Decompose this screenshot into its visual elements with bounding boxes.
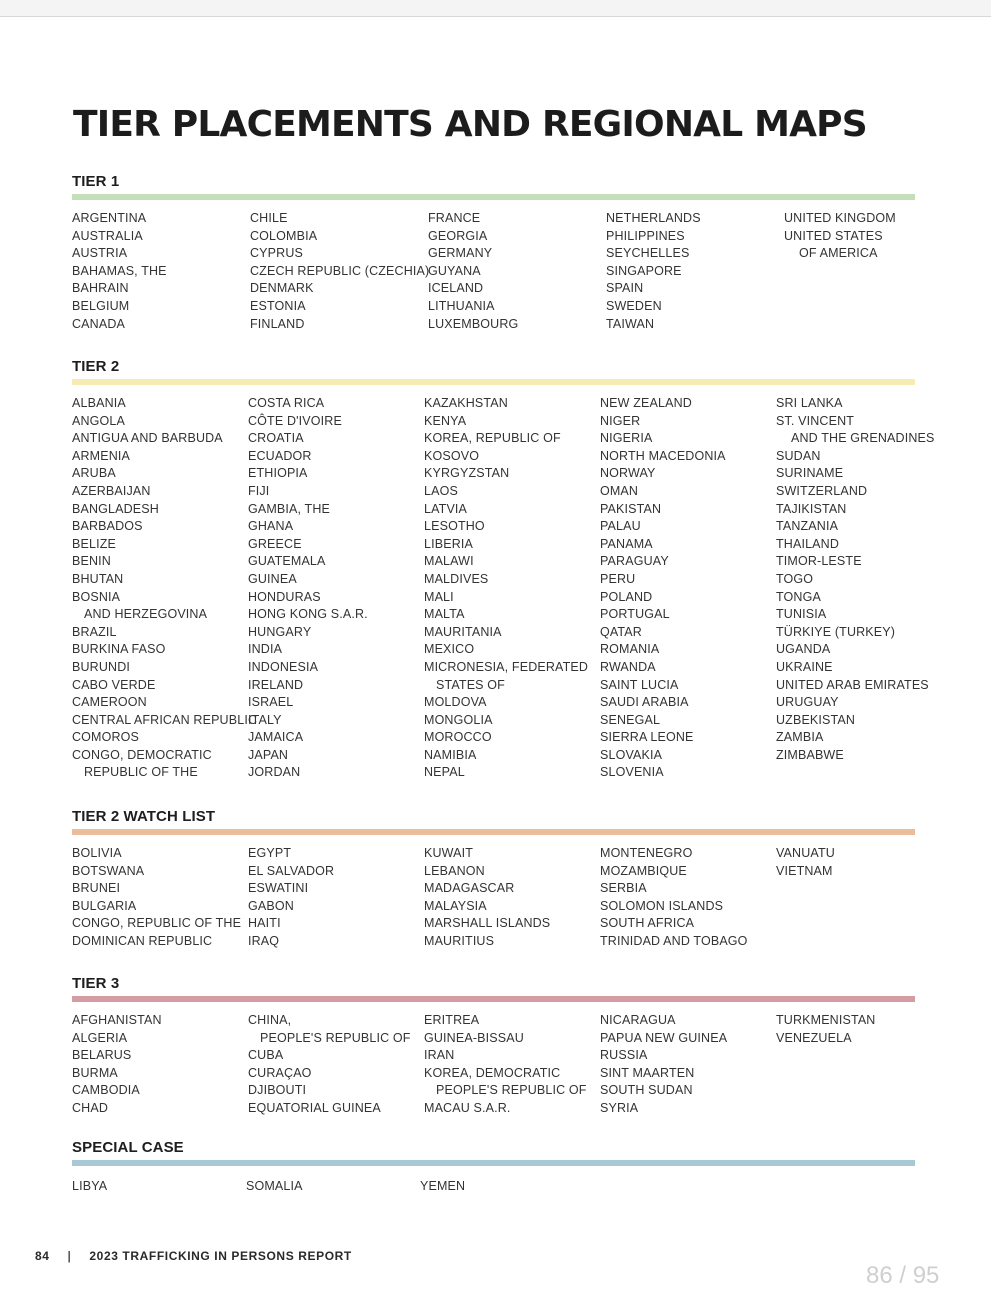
country-item: KYRGYZSTAN: [424, 466, 510, 481]
country-item: ETHIOPIA: [248, 466, 308, 481]
country-item: BELIZE: [72, 536, 116, 551]
country-item: UNITED STATES: [784, 228, 883, 243]
country-item: GUYANA: [428, 263, 481, 278]
country-item: UGANDA: [776, 642, 831, 657]
country-item: NICARAGUA: [600, 1013, 676, 1027]
country-item: VIETNAM: [776, 863, 833, 878]
tier1-heading: TIER 1: [72, 173, 120, 190]
country-item: BURKINA FASO: [72, 642, 166, 657]
country-item: MALAYSIA: [424, 898, 487, 913]
country-item: MALI: [424, 589, 454, 604]
watch-column-2: [248, 845, 334, 951]
country-item: CAMBODIA: [72, 1083, 140, 1098]
tier3-section: [72, 974, 915, 1118]
country-item: GUATEMALA: [248, 554, 326, 569]
country-item: IRAN: [424, 1048, 455, 1063]
country-item: GHANA: [248, 519, 294, 534]
country-item: MONGOLIA: [424, 712, 493, 727]
country-item: UZBEKISTAN: [776, 712, 856, 727]
country-item: MARSHALL ISLANDS: [424, 916, 551, 931]
country-item: GREECE: [248, 536, 302, 551]
country-item: TAIWAN: [606, 316, 655, 331]
country-item: TANZANIA: [776, 519, 839, 534]
country-item: PALAU: [600, 519, 641, 534]
country-item: ROMANIA: [600, 642, 660, 657]
country-item: SAUDI ARABIA: [600, 695, 689, 710]
country-item: TIMOR-LESTE: [776, 554, 862, 569]
country-item: POLAND: [600, 589, 653, 604]
country-item: MACAU S.A.R.: [424, 1100, 511, 1115]
country-item: REPUBLIC OF THE: [84, 765, 198, 780]
country-item: URUGUAY: [776, 695, 839, 710]
country-item: ALBANIA: [72, 396, 126, 410]
country-item: UKRAINE: [776, 659, 833, 674]
country-item: JAMAICA: [248, 730, 304, 745]
country-item: CUBA: [248, 1048, 284, 1063]
country-item: TUNISIA: [776, 607, 827, 622]
country-item: IRAQ: [248, 933, 280, 948]
country-item: SINT MAARTEN: [600, 1065, 695, 1080]
country-item: ESWATINI: [248, 881, 309, 896]
country-item: COLOMBIA: [250, 228, 318, 243]
country-item: PHILIPPINES: [606, 228, 685, 243]
country-item: MALTA: [424, 607, 465, 622]
country-item: BANGLADESH: [72, 501, 159, 516]
tier2-column-4: [600, 395, 726, 782]
country-item: ANTIGUA AND BARBUDA: [72, 431, 223, 446]
watch-list-country-list: [72, 835, 915, 951]
country-item: KUWAIT: [424, 846, 474, 860]
country-item: OF AMERICA: [799, 246, 878, 261]
footer-report-title: 2023 TRAFFICKING IN PERSONS REPORT: [89, 1249, 352, 1263]
country-item: SURINAME: [776, 466, 844, 481]
country-item: LAOS: [424, 483, 458, 498]
special-case-heading: SPECIAL CASE: [72, 1139, 184, 1156]
page-footer: [35, 1249, 352, 1263]
country-item: NAMIBIA: [424, 747, 477, 762]
country-item: BELARUS: [72, 1048, 132, 1063]
country-item: LEBANON: [424, 863, 485, 878]
country-item: KOREA, REPUBLIC OF: [424, 431, 561, 446]
tier3-column-3: [424, 1012, 587, 1118]
tier3-country-list: [72, 1002, 915, 1118]
country-item: ESTONIA: [250, 298, 306, 313]
country-item: GABON: [248, 898, 294, 913]
country-item: UNITED KINGDOM: [784, 211, 896, 225]
country-item: RWANDA: [600, 659, 656, 674]
country-item: ERITREA: [424, 1013, 480, 1027]
country-item: AND HERZEGOVINA: [84, 607, 208, 622]
country-item: STATES OF: [436, 677, 505, 692]
country-item: CHAD: [72, 1100, 109, 1115]
country-item: LIBYA: [72, 1179, 108, 1193]
country-item: CAMEROON: [72, 695, 147, 710]
tier2-section: [72, 357, 935, 782]
country-item: CHINA,: [248, 1013, 292, 1027]
country-item: INDONESIA: [248, 659, 319, 674]
tier1-column-2: [250, 210, 429, 333]
country-item: CONGO, DEMOCRATIC: [72, 747, 212, 762]
country-item: KENYA: [424, 413, 467, 428]
country-item: IRELAND: [248, 677, 304, 692]
country-item: TURKMENISTAN: [776, 1013, 876, 1027]
country-item: DOMINICAN REPUBLIC: [72, 933, 213, 948]
country-item: SPAIN: [606, 281, 644, 296]
watch-column-1: [72, 845, 241, 951]
country-item: CZECH REPUBLIC (CZECHIA): [250, 263, 430, 278]
country-item: AZERBAIJAN: [72, 483, 151, 498]
country-item: LATVIA: [424, 501, 468, 516]
country-item: AND THE GRENADINES: [791, 431, 935, 446]
tier2-column-5: [776, 395, 934, 764]
country-item: DJIBOUTI: [248, 1083, 307, 1098]
country-item: DENMARK: [250, 281, 314, 296]
country-item: CURAÇAO: [248, 1065, 312, 1080]
country-item: MEXICO: [424, 642, 475, 657]
country-item: MAURITIUS: [424, 933, 495, 948]
country-item: MOLDOVA: [424, 695, 487, 710]
country-item: ZAMBIA: [776, 730, 824, 745]
tier3-column-1: [72, 1012, 162, 1118]
country-item: MOZAMBIQUE: [600, 863, 687, 878]
country-item: OMAN: [600, 483, 639, 498]
tier3-column-4: [600, 1012, 727, 1118]
country-item: NIGER: [600, 413, 641, 428]
watch-list-section: [72, 807, 915, 951]
country-item: BELGIUM: [72, 298, 130, 313]
country-item: SOUTH SUDAN: [600, 1083, 693, 1098]
country-item: EGYPT: [248, 846, 292, 860]
footer-separator: |: [67, 1249, 72, 1263]
tier2-country-list: [72, 385, 935, 782]
country-item: MICRONESIA, FEDERATED: [424, 659, 589, 674]
watch-column-5: [776, 845, 835, 880]
country-item: CANADA: [72, 316, 125, 331]
watch-column-4: [600, 845, 748, 951]
page-title: TIER PLACEMENTS AND REGIONAL MAPS: [73, 104, 867, 145]
country-item: COMOROS: [72, 730, 140, 745]
country-item: SLOVAKIA: [600, 747, 663, 762]
country-item: NORWAY: [600, 466, 656, 481]
country-item: MALDIVES: [424, 571, 489, 586]
country-item: KAZAKHSTAN: [424, 396, 508, 410]
country-item: QATAR: [600, 624, 642, 639]
country-item: BOLIVIA: [72, 846, 122, 860]
country-item: ARGENTINA: [72, 211, 147, 225]
country-item: BULGARIA: [72, 898, 137, 913]
country-item: BURUNDI: [72, 659, 130, 674]
country-item: KOREA, DEMOCRATIC: [424, 1065, 561, 1080]
country-item: MONTENEGRO: [600, 846, 693, 860]
country-item: AUSTRIA: [72, 246, 128, 261]
country-item: ITALY: [248, 712, 282, 727]
country-item: AUSTRALIA: [72, 228, 143, 243]
country-item: PERU: [600, 571, 636, 586]
country-item: NORTH MACEDONIA: [600, 448, 726, 463]
country-item: ARUBA: [72, 466, 116, 481]
country-item: ISRAEL: [248, 695, 294, 710]
tier3-heading: TIER 3: [72, 975, 120, 992]
country-item: BURMA: [72, 1065, 118, 1080]
viewer-top-bar: [0, 0, 991, 17]
country-item: BOTSWANA: [72, 863, 145, 878]
tier3-column-5: [776, 1012, 876, 1047]
country-item: COSTA RICA: [248, 396, 325, 410]
country-item: SAINT LUCIA: [600, 677, 679, 692]
country-item: HAITI: [248, 916, 281, 931]
special-column-1: [72, 1178, 107, 1196]
page-counter: 86 / 95: [866, 1262, 940, 1289]
country-item: HUNGARY: [248, 624, 312, 639]
country-item: RUSSIA: [600, 1048, 648, 1063]
country-item: SOMALIA: [246, 1179, 303, 1193]
country-item: GUINEA-BISSAU: [424, 1030, 524, 1045]
country-item: PANAMA: [600, 536, 653, 551]
special-column-3: [420, 1178, 465, 1196]
country-item: AFGHANISTAN: [72, 1013, 162, 1027]
tier2-column-3: [424, 395, 588, 782]
country-item: CROATIA: [248, 431, 304, 446]
country-item: HONDURAS: [248, 589, 321, 604]
tier2-column-1: [72, 395, 257, 782]
country-item: ICELAND: [428, 281, 484, 296]
country-item: LUXEMBOURG: [428, 316, 519, 331]
country-item: SERBIA: [600, 881, 647, 896]
country-item: BHUTAN: [72, 571, 124, 586]
country-item: GERMANY: [428, 246, 493, 261]
country-item: SOLOMON ISLANDS: [600, 898, 724, 913]
country-item: CONGO, REPUBLIC OF THE: [72, 916, 242, 931]
country-item: INDIA: [248, 642, 283, 657]
country-item: SWEDEN: [606, 298, 662, 313]
country-item: LIBERIA: [424, 536, 473, 551]
country-item: SYRIA: [600, 1100, 639, 1115]
country-item: TOGO: [776, 571, 814, 586]
country-item: BRAZIL: [72, 624, 117, 639]
country-item: SLOVENIA: [600, 765, 664, 780]
country-item: LESOTHO: [424, 519, 485, 534]
country-item: CABO VERDE: [72, 677, 156, 692]
country-item: JORDAN: [248, 765, 301, 780]
country-item: FINLAND: [250, 316, 305, 331]
tier2-column-2: [248, 395, 368, 782]
country-item: BOSNIA: [72, 589, 121, 604]
watch-column-3: [424, 845, 550, 951]
country-item: CYPRUS: [250, 246, 303, 261]
country-item: FRANCE: [428, 211, 481, 225]
country-item: TONGA: [776, 589, 821, 604]
tier1-country-list: [72, 200, 915, 333]
country-item: ANGOLA: [72, 413, 125, 428]
country-item: BAHAMAS, THE: [72, 263, 167, 278]
country-item: ECUADOR: [248, 448, 312, 463]
watch-list-heading: TIER 2 WATCH LIST: [72, 808, 216, 825]
country-item: NIGERIA: [600, 431, 653, 446]
country-item: MALAWI: [424, 554, 474, 569]
country-item: SINGAPORE: [606, 263, 682, 278]
country-item: EL SALVADOR: [248, 863, 335, 878]
country-item: NEW ZEALAND: [600, 396, 692, 410]
country-item: CÔTE D'IVOIRE: [248, 413, 342, 428]
country-item: PARAGUAY: [600, 554, 669, 569]
country-item: EQUATORIAL GUINEA: [248, 1100, 381, 1115]
special-column-2: [246, 1178, 303, 1196]
country-item: SEYCHELLES: [606, 246, 690, 261]
country-item: PEOPLE'S REPUBLIC OF: [260, 1030, 411, 1045]
country-item: FIJI: [248, 483, 270, 498]
country-item: TÜRKIYE (TURKEY): [776, 624, 896, 639]
country-item: PAPUA NEW GUINEA: [600, 1030, 728, 1045]
footer-page-number: 84: [35, 1249, 50, 1263]
country-item: ARMENIA: [72, 448, 131, 463]
country-item: UNITED ARAB EMIRATES: [776, 677, 929, 692]
country-item: ST. VINCENT: [776, 413, 855, 428]
country-item: TAJIKISTAN: [776, 501, 847, 516]
country-item: HONG KONG S.A.R.: [248, 607, 368, 622]
country-item: ALGERIA: [72, 1030, 128, 1045]
country-item: KOSOVO: [424, 448, 480, 463]
country-item: BARBADOS: [72, 519, 143, 534]
tier2-heading: TIER 2: [72, 358, 120, 375]
country-item: SIERRA LEONE: [600, 730, 694, 745]
country-item: BAHRAIN: [72, 281, 129, 296]
country-item: CHILE: [250, 211, 288, 225]
country-item: MAURITANIA: [424, 624, 502, 639]
tier3-column-2: [248, 1012, 411, 1118]
country-item: SENEGAL: [600, 712, 661, 727]
country-item: PEOPLE'S REPUBLIC OF: [436, 1083, 587, 1098]
tier1-column-5: [784, 210, 896, 263]
tier1-column-4: [606, 210, 701, 333]
country-item: SUDAN: [776, 448, 821, 463]
country-item: GEORGIA: [428, 228, 488, 243]
country-item: CENTRAL AFRICAN REPUBLIC: [72, 712, 258, 727]
country-item: MADAGASCAR: [424, 881, 515, 896]
country-item: YEMEN: [420, 1179, 466, 1193]
country-item: NETHERLANDS: [606, 211, 701, 225]
tier1-column-3: [428, 210, 518, 333]
tier1-column-1: [72, 210, 167, 333]
country-item: THAILAND: [776, 536, 840, 551]
country-item: VANUATU: [776, 846, 835, 860]
country-item: PORTUGAL: [600, 607, 670, 622]
country-item: VENEZUELA: [776, 1030, 852, 1045]
special-case-section: [72, 1138, 915, 1196]
country-item: NEPAL: [424, 765, 465, 780]
country-item: LITHUANIA: [428, 298, 495, 313]
country-item: BENIN: [72, 554, 111, 569]
country-item: TRINIDAD AND TOBAGO: [600, 933, 748, 948]
country-item: MOROCCO: [424, 730, 492, 745]
country-item: GAMBIA, THE: [248, 501, 330, 516]
tier1-section: [72, 172, 915, 333]
country-item: SWITZERLAND: [776, 483, 868, 498]
country-item: BRUNEI: [72, 881, 121, 896]
country-item: GUINEA: [248, 571, 297, 586]
country-item: SRI LANKA: [776, 396, 843, 410]
country-item: PAKISTAN: [600, 501, 662, 516]
special-case-country-list: [72, 1166, 915, 1196]
country-item: SOUTH AFRICA: [600, 916, 695, 931]
country-item: JAPAN: [248, 747, 289, 762]
country-item: ZIMBABWE: [776, 747, 844, 762]
